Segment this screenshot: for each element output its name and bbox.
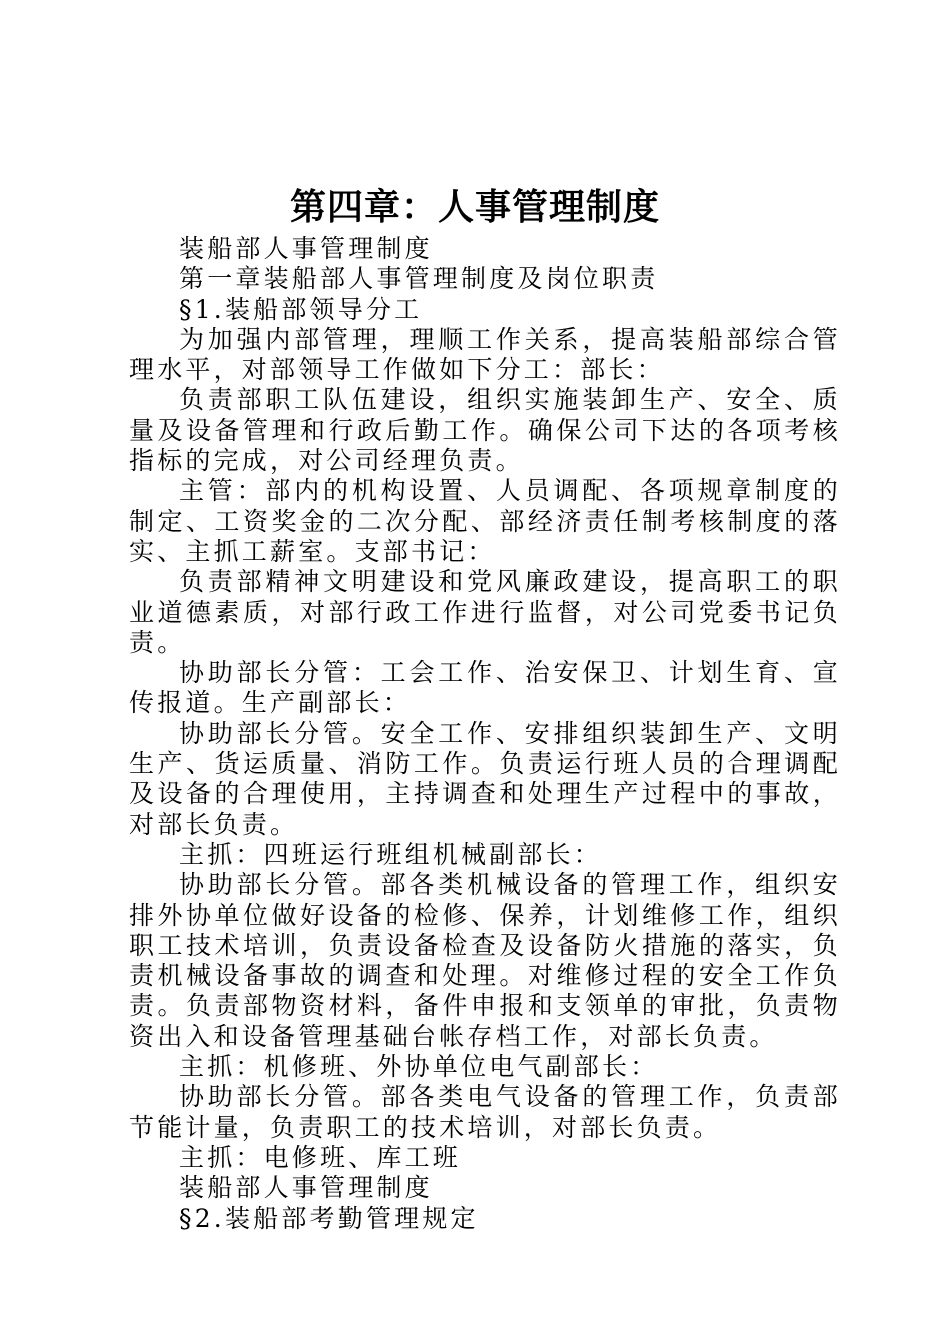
paragraph: 主抓：电修班、库工班 bbox=[179, 1142, 462, 1172]
paragraph: §1.装船部领导分工 bbox=[179, 294, 423, 324]
document-title: 第四章：人事管理制度 bbox=[289, 186, 660, 228]
paragraph: 负责部职工队伍建设，组织实施装卸生产、安全、质量及设备管理和行政后勤工作。确保公司下达的各项考核指标的完成，对公司经理负责。 bbox=[129, 385, 841, 476]
paragraph: 协助部长分管。部各类电气设备的管理工作，负责部节能计量，负责职工的技术培训，对部长负责。 bbox=[129, 1082, 841, 1142]
paragraph: §2.装船部考勤管理规定 bbox=[179, 1203, 479, 1233]
paragraph: 装船部人事管理制度 bbox=[179, 234, 433, 263]
paragraph: 装船部人事管理制度 bbox=[179, 1173, 433, 1203]
paragraph: 协助部长分管。安全工作、安排组织装卸生产、文明生产、货运质量、消防工作。负责运行班人员的合理调配及设备的合理使用，主持调查和处理生产过程中的事故，对部长负责。 bbox=[129, 718, 841, 839]
paragraph: 协助部长分管。部各类机械设备的管理工作，组织安排外协单位做好设备的检修、保养，计划维修工作，组织职工技术培训，负责设备检查及设备防火措施的落实，负责机械设备事故的调查和处理。对维修过程的安全工作负责。负责部物资材料，备件申报和支领单的审批，负责物资出入和设备管理基础台帐存档工作，对部长负责。 bbox=[129, 870, 841, 1051]
paragraph: 主管：部内的机构设置、人员调配、各项规章制度的制定、工资奖金的二次分配、部经济责任制考核制度的落实、主抓工薪室。支部书记： bbox=[129, 476, 841, 566]
paragraph: 主抓：机修班、外协单位电气副部长： bbox=[179, 1052, 659, 1082]
paragraph: 为加强内部管理，理顺工作关系，提高装船部综合管理水平，对部领导工作做如下分工：部长： bbox=[129, 324, 841, 385]
paragraph: 协助部长分管：工会工作、治安保卫、计划生育、宣传报道。生产副部长： bbox=[129, 658, 841, 718]
document-body bbox=[129, 234, 841, 1234]
paragraph: 第一章装船部人事管理制度及岗位职责 bbox=[179, 264, 659, 294]
paragraph: 负责部精神文明建设和党风廉政建设，提高职工的职业道德素质，对部行政工作进行监督，对公司党委书记负责。 bbox=[129, 567, 841, 657]
paragraph: 主抓：四班运行班组机械副部长： bbox=[179, 839, 603, 869]
